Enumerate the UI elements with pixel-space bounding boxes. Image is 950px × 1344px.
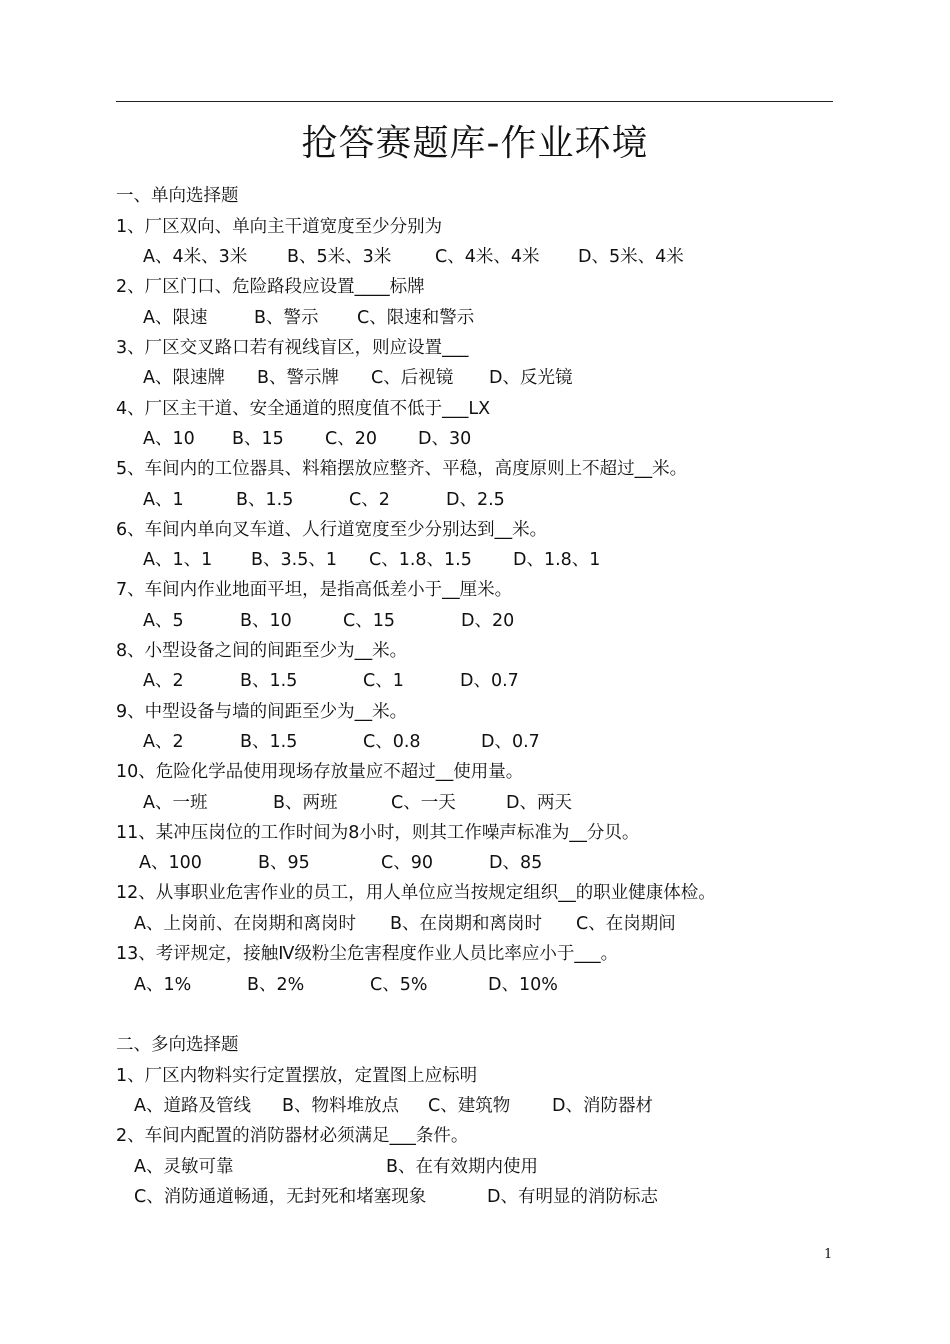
option-c: C、20 xyxy=(325,429,377,449)
option-a: A、1% xyxy=(134,975,192,995)
option-c: C、一天 xyxy=(391,793,456,813)
option-b: B、在岗期和离岗时 xyxy=(390,914,543,934)
option-d: D、2.5 xyxy=(446,490,505,510)
option-b: B、1.5 xyxy=(240,732,298,752)
option-c: C、在岗期间 xyxy=(576,914,676,934)
question-2: 2、厂区门口、危险路段应设置____标牌 xyxy=(116,277,425,297)
question-3: 3、厂区交叉路口若有视线盲区，则应设置___ xyxy=(116,338,469,358)
option-d: D、1.8、1 xyxy=(513,550,601,570)
option-a: A、道路及管线 xyxy=(134,1096,251,1116)
option-c: C、15 xyxy=(343,611,395,631)
option-b: B、警示 xyxy=(254,308,319,328)
question-1: 1、厂区双向、单向主干道宽度至少分别为 xyxy=(116,217,443,237)
option-b: B、2% xyxy=(247,975,305,995)
question-4: 4、厂区主干道、安全通道的照度值不低于___LX xyxy=(116,399,491,419)
question-11: 11、某冲压岗位的工作时间为8小时，则其工作噪声标准为__分贝。 xyxy=(116,823,640,843)
option-b: B、警示牌 xyxy=(257,368,340,388)
option-c: C、5% xyxy=(370,975,428,995)
option-a: A、5 xyxy=(143,611,184,631)
question-5: 5、车间内的工位器具、料箱摆放应整齐、平稳，高度原则上不超过__米。 xyxy=(116,459,688,479)
option-d: D、消防器材 xyxy=(552,1096,653,1116)
option-c: C、4米、4米 xyxy=(435,247,540,267)
option-b: B、10 xyxy=(240,611,292,631)
question-12: 12、从事职业危害作业的员工，用人单位应当按规定组织__的职业健康体检。 xyxy=(116,883,716,903)
option-d: D、30 xyxy=(418,429,472,449)
option-c: C、1 xyxy=(363,671,404,691)
question-1: 1、厂区内物料实行定置摆放，定置图上应标明 xyxy=(116,1066,478,1086)
options-row xyxy=(134,1185,658,1257)
option-c: C、限速和警示 xyxy=(357,308,475,328)
option-d: D、5米、4米 xyxy=(578,247,684,267)
option-d: D、0.7 xyxy=(481,732,540,752)
option-a: A、限速 xyxy=(143,308,208,328)
question-2: 2、车间内配置的消防器材必须满足___条件。 xyxy=(116,1126,469,1146)
option-d: D、有明显的消防标志 xyxy=(487,1187,658,1207)
option-c: C、0.8 xyxy=(363,732,421,752)
question-9: 9、中型设备与墙的间距至少为__米。 xyxy=(116,702,408,722)
option-d: D、85 xyxy=(489,853,543,873)
option-b: B、物料堆放点 xyxy=(282,1096,400,1116)
option-b: B、95 xyxy=(258,853,310,873)
question-10: 10、危险化学品使用现场存放量应不超过__使用量。 xyxy=(116,762,524,782)
option-a: A、限速牌 xyxy=(143,368,225,388)
option-b: B、1.5 xyxy=(236,490,294,510)
option-a: A、一班 xyxy=(143,793,208,813)
option-a: A、1、1 xyxy=(143,550,213,570)
option-d: D、10% xyxy=(488,975,558,995)
option-c: C、建筑物 xyxy=(428,1096,511,1116)
question-8: 8、小型设备之间的间距至少为__米。 xyxy=(116,641,408,661)
option-c: C、1.8、1.5 xyxy=(369,550,472,570)
option-d: D、反光镜 xyxy=(489,368,573,388)
option-d: D、0.7 xyxy=(460,671,519,691)
option-a: A、10 xyxy=(143,429,195,449)
question-13: 13、考评规定，接触Ⅳ级粉尘危害程度作业人员比率应小于___。 xyxy=(116,944,619,964)
option-a: A、2 xyxy=(143,732,184,752)
option-c: C、90 xyxy=(381,853,433,873)
option-b: B、两班 xyxy=(273,793,338,813)
option-d: D、20 xyxy=(461,611,515,631)
option-a: A、1 xyxy=(143,490,184,510)
option-a: A、2 xyxy=(143,671,184,691)
option-b: B、5米、3米 xyxy=(287,247,392,267)
page-title: 抢答赛题库-作业环境 xyxy=(301,123,649,164)
question-6: 6、车间内单向叉车道、人行道宽度至少分别达到__米。 xyxy=(116,520,548,540)
option-a: A、4米、3米 xyxy=(143,247,248,267)
option-c: C、消防通道畅通，无封死和堵塞现象 xyxy=(134,1187,427,1207)
option-b: B、15 xyxy=(232,429,284,449)
option-a: A、上岗前、在岗期和离岗时 xyxy=(134,914,356,934)
header-rule xyxy=(116,101,833,102)
option-a: A、100 xyxy=(139,853,202,873)
section-heading-multiple-choice: 二、多向选择题 xyxy=(116,1035,239,1055)
question-7: 7、车间内作业地面平坦，是指高低差小于__厘米。 xyxy=(116,580,513,600)
option-d: D、两天 xyxy=(506,793,572,813)
page-number: 1 xyxy=(824,1247,833,1262)
option-c: C、2 xyxy=(349,490,390,510)
option-b: B、1.5 xyxy=(240,671,298,691)
option-a: A、灵敏可靠 xyxy=(134,1157,234,1177)
option-b: B、在有效期内使用 xyxy=(386,1157,539,1177)
option-b: B、3.5、1 xyxy=(251,550,337,570)
option-c: C、后视镜 xyxy=(371,368,454,388)
section-heading-single-choice: 一、单向选择题 xyxy=(116,186,239,206)
